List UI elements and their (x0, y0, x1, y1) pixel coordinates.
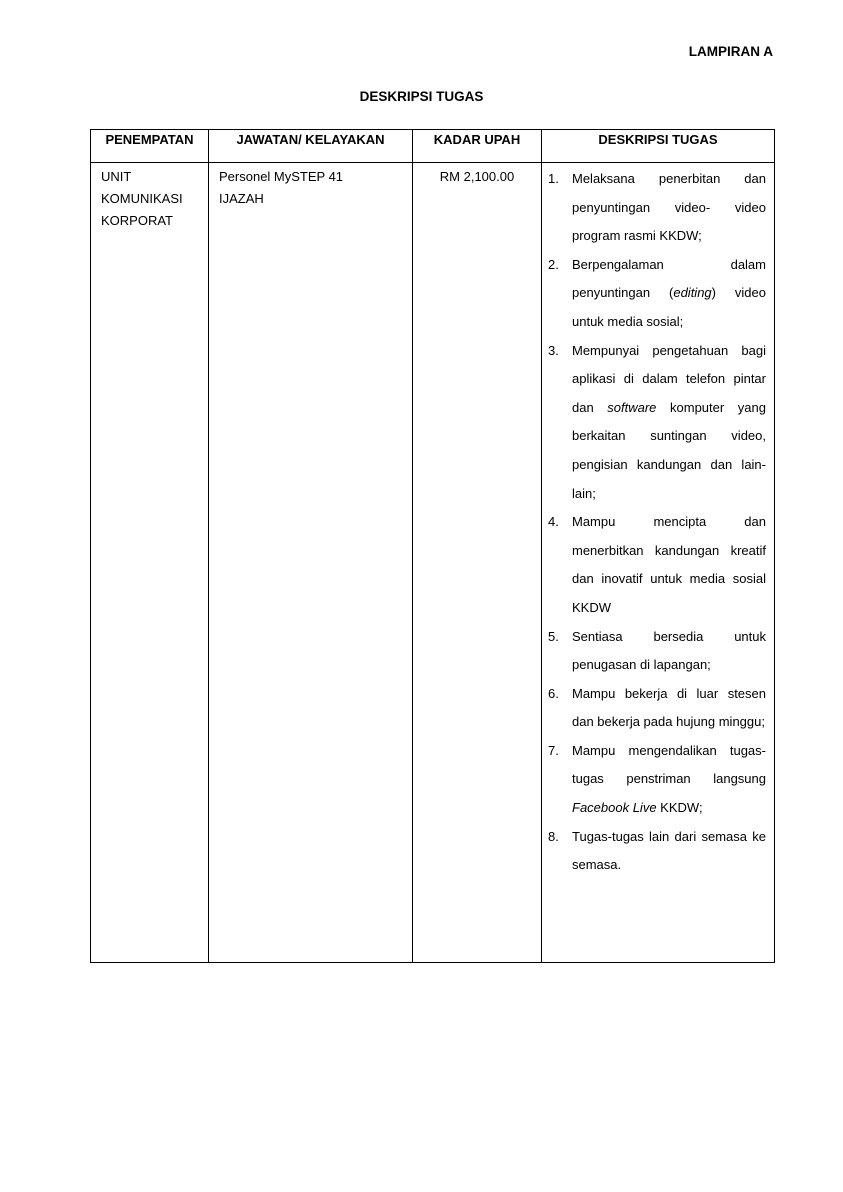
duty-item (548, 251, 766, 337)
duty-text (572, 737, 766, 823)
duty-number: 6. (548, 685, 559, 701)
placement-line: KORPORAT (101, 213, 173, 228)
duty-text-segment: Melaksana penerbitan dan penyuntingan video- video program rasmi KKDW; (572, 171, 766, 244)
duty-text-italic: Facebook Live (572, 800, 657, 816)
duty-item (548, 508, 766, 622)
wage-cell (413, 163, 542, 963)
duty-number: 4. (548, 514, 559, 530)
duty-text-segment: Mempunyai pengetahuan bagi aplikasi di dalam telefon pintar dan (572, 342, 766, 415)
placement-cell (91, 163, 209, 963)
duty-text-italic: editing (673, 285, 712, 301)
duty-text (572, 165, 766, 251)
duty-item (548, 737, 766, 823)
duty-number: 3. (548, 342, 559, 358)
duty-text (572, 823, 766, 880)
duty-text-segment: Sentiasa bersedia untuk penugasan di lapangan; (572, 628, 766, 673)
table-row (91, 163, 775, 963)
duty-number: 5. (548, 628, 559, 644)
column-header-duties: DESKRIPSI TUGAS (542, 130, 775, 163)
position-line: Personel MySTEP 41 (219, 169, 344, 184)
placement-line: KOMUNIKASI (101, 191, 183, 206)
duty-text-segment: ) video untuk media sosial; (572, 285, 766, 329)
position-cell (209, 163, 413, 963)
duty-item (548, 337, 766, 509)
duty-text (572, 508, 766, 622)
duty-text-segment: Mampu bekerja di luar stesen dan bekerja pada hujung minggu; (572, 685, 766, 730)
duty-item (548, 165, 766, 251)
appendix-label: LAMPIRAN A (688, 44, 773, 59)
table-header-row (91, 130, 775, 163)
duty-text (572, 623, 766, 680)
duty-description-table (90, 129, 775, 963)
placement-line: UNIT (101, 169, 132, 184)
duties-cell (542, 163, 775, 963)
duty-text-segment: Berpengalaman dalam penyuntingan ( (572, 256, 766, 301)
duty-text-segment: Mampu mencipta dan menerbitkan kandungan kreatif dan inovatif untuk media sosial KKDW (572, 514, 766, 615)
duty-list (542, 163, 774, 880)
duty-text-segment: Tugas-tugas lain dari semasa ke semasa. (572, 828, 766, 873)
duty-text (572, 251, 766, 337)
duty-item (548, 823, 766, 880)
column-header-placement: PENEMPATAN (91, 130, 209, 163)
document-title: DESKRIPSI TUGAS (359, 89, 484, 104)
duty-number: 2. (548, 256, 559, 272)
duty-text-italic: software (607, 399, 657, 415)
duty-number: 7. (548, 742, 559, 758)
duty-text (572, 337, 766, 509)
column-header-position: JAWATAN/ KELAYAKAN (209, 130, 413, 163)
duty-text (572, 680, 766, 737)
duty-item (548, 623, 766, 680)
duty-text-segment: KKDW; (656, 800, 703, 816)
column-header-wage: KADAR UPAH (413, 130, 542, 163)
wage-value: RM 2,100.00 (439, 169, 515, 184)
qualification-line: IJAZAH (219, 191, 264, 206)
duty-text-segment: Mampu mengendalikan tugas-tugas penstriman langsung (572, 742, 766, 787)
duty-text-segment: komputer yang berkaitan suntingan video, pengisian kandungan dan lain-lain; (572, 399, 766, 501)
duty-item (548, 680, 766, 737)
duty-number: 1. (548, 171, 559, 186)
duty-number: 8. (548, 828, 559, 844)
